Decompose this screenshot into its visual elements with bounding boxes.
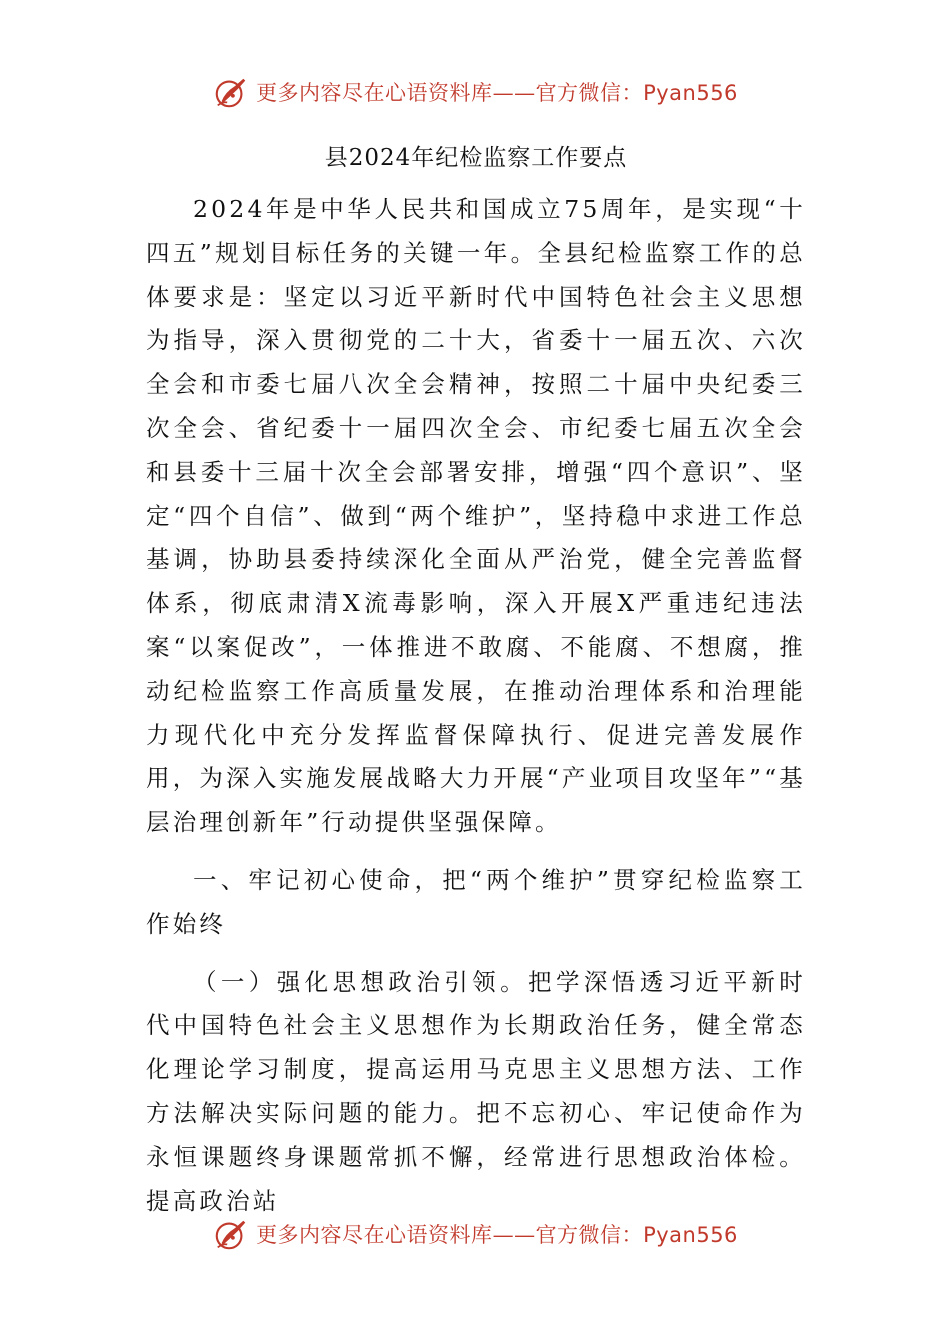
document-title: 县2024年纪检监察工作要点 [324,145,628,171]
pen-logo-icon [212,73,250,111]
intro-paragraph: 2024年是中华人民共和国成立75周年，是实现“十四五”规划目标任务的关键一年。全县纪检监察工作的总体要求是：坚定以习近平新时代中国特色社会主义思想为指导，深入贯彻党的二十大，省委十一届五次、六次全会和市委七届八次全会精神，按照二十届中央纪委三次全会、省纪委十一届四次全会、市纪委七届五次全会和县委十三届十次全会部署安排，增强“四个意识”、坚定“四个自信”、做到“两个维护”，坚持稳中求进工作总基调，协助县委持续深化全面从严治党，健全完善监督体系，彻底肃清X流毒影响，深入开展X严重违纪违法案“以案促改”，一体推进不敢腐、不能腐、不想腐，推动纪检监察工作高质量发展，在推动治理体系和治理能力现代化中充分发挥监督保障执行、促进完善发展作用，为深入实施发展战略大力开展“产业项目攻坚年”“基层治理创新年”行动提供坚强保障。 [146,195,806,837]
footer-banner [0,1212,950,1256]
banner-slogan: 更多内容尽在心语资料库 [256,1223,493,1247]
banner-text [256,1219,738,1249]
header-banner [0,70,950,114]
banner-wechat-label: 官方微信： [535,81,644,105]
banner-text [256,77,738,107]
banner-wechat-id: Pyan556 [643,81,738,105]
pen-logo-icon [212,1215,250,1253]
banner-dash: —— [492,81,536,105]
document-body [146,140,806,1223]
banner-dash: —— [492,1223,536,1247]
section-heading-1: 一、牢记初心使命，把“两个维护”贯穿纪检监察工作始终 [146,865,806,938]
banner-wechat-id: Pyan556 [643,1223,738,1247]
banner-wechat-label: 官方微信： [535,1223,644,1247]
banner-slogan: 更多内容尽在心语资料库 [256,81,493,105]
subsection-1-1: （一）强化思想政治引领。把学深悟透习近平新时代中国特色社会主义思想作为长期政治任务，健全常态化理论学习制度，提高运用马克思主义思想方法、工作方法解决实际问题的能力。把不忘初心、牢记使命作为永恒课题终身课题常抓不懈，经常进行思想政治体检。提高政治站 [146,967,806,1215]
